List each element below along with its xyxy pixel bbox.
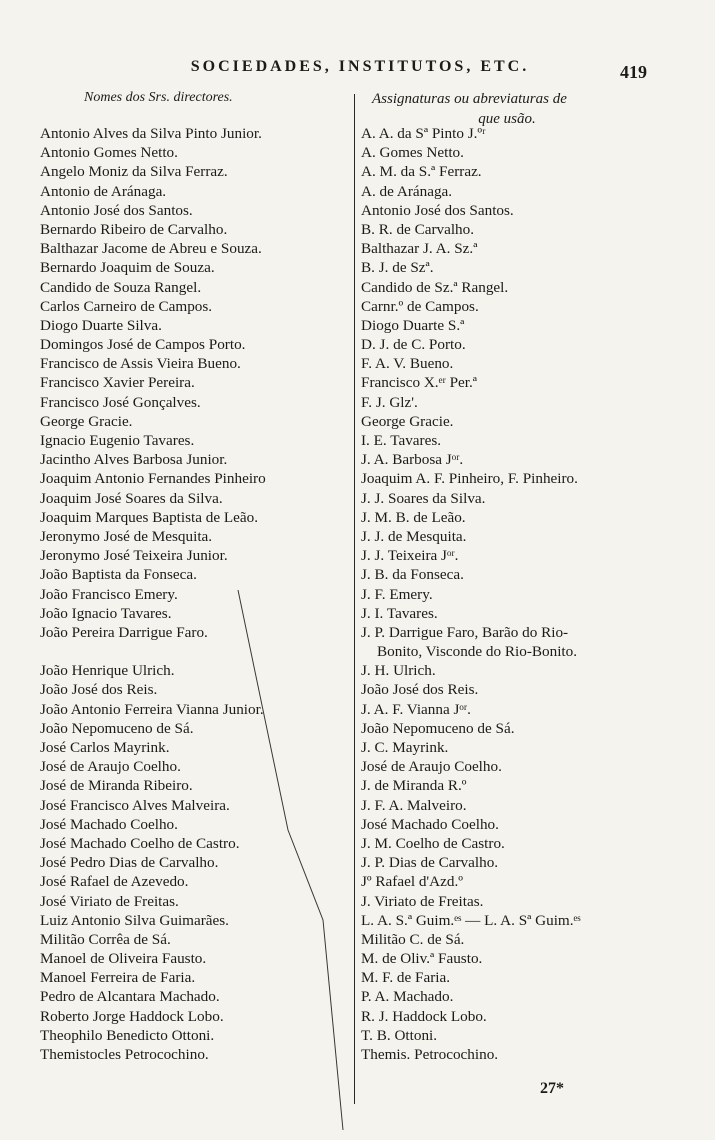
signature-row: J. J. Teixeira Jᵒʳ.: [361, 547, 459, 565]
director-name-row: [40, 642, 352, 661]
director-name-row: Antonio Alves da Silva Pinto Junior.: [40, 125, 262, 142]
director-name-row: Manoel Ferreira de Faria.: [40, 969, 196, 987]
signature-row: Balthazar J. A. Sz.ª: [361, 240, 478, 258]
director-name-row: Luiz Antonio Silva Guimarães.: [40, 911, 229, 929]
signature-row: J. B. da Fonseca.: [361, 566, 464, 584]
right-column-heading-line1: Assignaturas ou abreviaturas de: [372, 91, 567, 107]
director-name-row: George Gracie.: [40, 412, 133, 430]
director-name-row: José Francisco Alves Malveira.: [40, 796, 230, 814]
director-name-row: Angelo Moniz da Silva Ferraz.: [40, 163, 228, 181]
signature-row: F. J. Glz'.: [361, 393, 418, 411]
director-name-row: Joaquim Antonio Fernandes Pinheiro: [40, 470, 266, 488]
signature-row: Bonito, Visconde do Rio-Bonito.: [377, 643, 578, 661]
director-name-row: Bernardo Joaquim de Souza.: [40, 259, 215, 277]
signature-row: José de Araujo Coelho.: [361, 758, 502, 776]
director-name-row: Themistocles Petrocochino.: [40, 1046, 209, 1063]
signature-row: B. R. de Carvalho.: [361, 220, 475, 238]
signature-row: R. J. Haddock Lobo.: [361, 1007, 487, 1025]
director-name-row: Francisco Xavier Pereira.: [40, 374, 195, 392]
signature-row: Militão C. de Sá.: [361, 930, 465, 948]
director-name-row: Antonio de Aránaga.: [40, 182, 167, 200]
director-name-row: Manoel de Oliveira Fausto.: [40, 950, 207, 968]
director-name-row: Jeronymo José Teixeira Junior.: [40, 547, 228, 565]
directors-names-column: [40, 124, 352, 1064]
signature-row: I. E. Tavares.: [361, 432, 442, 449]
signature-row: J. M. B. de Leão.: [361, 508, 466, 526]
director-name-row: Militão Corrêa de Sá.: [40, 930, 171, 948]
director-name-row: João Baptista da Fonseca.: [40, 566, 197, 584]
director-name-row: José de Miranda Ribeiro.: [40, 777, 193, 795]
director-name-row: José de Araujo Coelho.: [40, 758, 181, 776]
signature-row: J. H. Ulrich.: [361, 662, 436, 680]
director-name-row: João Francisco Emery.: [40, 585, 178, 603]
signature-row: J. Viriato de Freitas.: [361, 892, 484, 910]
signature-row: J. J. de Mesquita.: [361, 527, 467, 545]
director-name-row: José Machado Coelho de Castro.: [40, 834, 240, 852]
director-name-row: João Antonio Ferreira Vianna Junior.: [40, 700, 264, 718]
director-name-row: João Ignacio Tavares.: [40, 604, 172, 622]
page-number: 419: [620, 62, 647, 82]
signature-row: J. P. Darrigue Faro, Barão do Rio-: [361, 623, 569, 641]
director-name-row: Domingos José de Campos Porto.: [40, 336, 246, 354]
director-name-row: Candido de Souza Rangel.: [40, 278, 202, 296]
signature-row: A. M. da S.ª Ferraz.: [361, 163, 482, 181]
director-name-row: Francisco de Assis Vieira Bueno.: [40, 355, 241, 373]
signature-row: J. I. Tavares.: [361, 604, 438, 622]
signature-row: J. J. Soares da Silva.: [361, 489, 486, 507]
signature-row: J. M. Coelho de Castro.: [361, 834, 505, 852]
director-name-row: Jeronymo José de Mesquita.: [40, 527, 213, 545]
signature-row: D. J. de C. Porto.: [361, 336, 466, 354]
signature-row: M. F. de Faria.: [361, 969, 451, 987]
signature-row: B. J. de Szª.: [361, 259, 434, 277]
director-name-row: José Rafael de Azevedo.: [40, 873, 189, 891]
right-column-heading: [372, 89, 642, 129]
signature-row: Jº Rafael d'Azd.º: [361, 873, 463, 891]
director-name-row: João Nepomuceno de Sá.: [40, 719, 194, 737]
director-name-row: Diogo Duarte Silva.: [40, 316, 162, 334]
signature-row: Antonio José dos Santos.: [361, 201, 514, 219]
signature-row: J. P. Dias de Carvalho.: [361, 854, 499, 872]
signature-row: J. F. Emery.: [361, 585, 433, 603]
signature-row: George Gracie.: [361, 412, 454, 430]
left-column-heading: Nomes dos Srs. directores.: [84, 90, 233, 105]
signature-row: M. de Oliv.ª Fausto.: [361, 950, 483, 968]
signature-row: Candido de Sz.ª Rangel.: [361, 278, 509, 296]
director-name-row: Joaquim José Soares da Silva.: [40, 489, 223, 507]
director-name-row: José Carlos Mayrink.: [40, 739, 170, 756]
signature-row: J. de Miranda R.º: [361, 777, 467, 795]
signature-row: T. B. Ottoni.: [361, 1026, 438, 1044]
running-header-title: SOCIEDADES, INSTITUTOS, ETC.: [190, 58, 530, 75]
director-name-row: Joaquim Marques Baptista de Leão.: [40, 508, 259, 526]
director-name-row: João José dos Reis.: [40, 681, 158, 699]
signature-row: Diogo Duarte S.ª: [361, 316, 465, 334]
signature-row: F. A. V. Bueno.: [361, 355, 454, 373]
signature-row: J. F. A. Malveiro.: [361, 796, 467, 814]
signature-row: J. A. Barbosa Jᵒʳ.: [361, 451, 464, 469]
signature-row: José Machado Coelho.: [361, 815, 499, 833]
director-name-row: José Viriato de Freitas.: [40, 892, 179, 910]
director-name-row: João Pereira Darrigue Faro.: [40, 623, 208, 641]
signature-row: A. A. da Sª Pinto J.ºʳ: [361, 125, 486, 142]
director-name-row: Theophilo Benedicto Ottoni.: [40, 1026, 215, 1044]
signature-row: João José dos Reis.: [361, 681, 479, 699]
director-name-row: Balthazar Jacome de Abreu e Souza.: [40, 240, 262, 258]
right-column-heading-line2: que usão.: [478, 111, 536, 127]
signature-row: Carnr.º de Campos.: [361, 297, 479, 315]
director-name-row: Francisco José Gonçalves.: [40, 393, 201, 411]
director-name-row: José Pedro Dias de Carvalho.: [40, 854, 219, 872]
director-name-row: Ignacio Eugenio Tavares.: [40, 432, 195, 449]
signature-row: Joaquim A. F. Pinheiro, F. Pinheiro.: [361, 470, 578, 488]
director-name-row: Antonio José dos Santos.: [40, 201, 193, 219]
signature-row: J. C. Mayrink.: [361, 739, 449, 756]
signature-row: A. de Aránaga.: [361, 182, 453, 200]
signature-row: A. Gomes Netto.: [361, 144, 464, 162]
director-name-row: Antonio Gomes Netto.: [40, 144, 178, 162]
director-name-row: Roberto Jorge Haddock Lobo.: [40, 1007, 224, 1025]
signature-row: Themis. Petrocochino.: [361, 1046, 499, 1063]
signature-mark: 27*: [540, 1080, 564, 1097]
director-name-row: Pedro de Alcantara Machado.: [40, 988, 220, 1006]
signature-row: P. A. Machado.: [361, 988, 454, 1006]
signature-row: L. A. S.ª Guim.ᵉˢ — L. A. Sª Guim.ᵉˢ: [361, 911, 581, 929]
director-name-row: Jacintho Alves Barbosa Junior.: [40, 451, 228, 469]
director-name-row: João Henrique Ulrich.: [40, 662, 175, 680]
signature-row: Francisco X.ᵉʳ Per.ª: [361, 374, 477, 392]
signature-row: João Nepomuceno de Sá.: [361, 719, 515, 737]
signature-row: J. A. F. Vianna Jᵒʳ.: [361, 700, 471, 718]
director-name-row: Bernardo Ribeiro de Carvalho.: [40, 220, 228, 238]
director-name-row: José Machado Coelho.: [40, 815, 178, 833]
signatures-column: [361, 124, 711, 1064]
director-name-row: Carlos Carneiro de Campos.: [40, 297, 213, 315]
